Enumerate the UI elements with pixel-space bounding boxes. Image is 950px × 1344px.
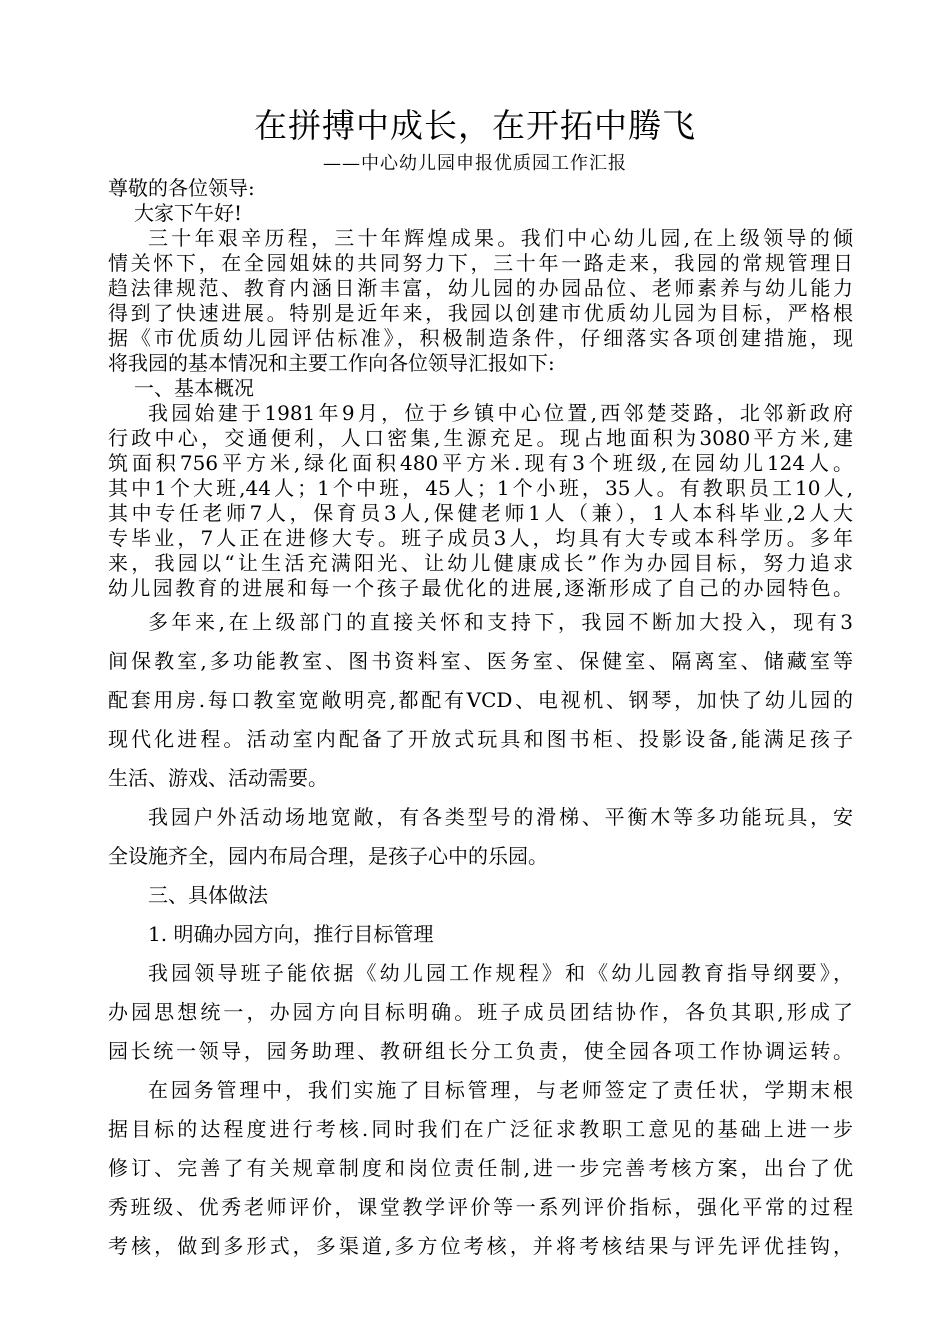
text-line: 据《市优质幼儿园评估标准》，积极制造条件，仔细落实各项创建措施，现 (108, 326, 853, 350)
text-line: 行政中心，交通便利，人口密集,生源充足。现占地面积为3080平方米,建 (108, 426, 853, 450)
text-line: 我园领导班子能依据《幼儿园工作规程》和《幼儿园教育指导纲要》， (148, 961, 853, 985)
text-line: 筑面积756平方米,绿化面积480平方米.现有3个班级,在园幼儿124人。 (108, 451, 853, 475)
text-line: 幼儿园教育的进展和每一个孩子最优化的进展,逐渐形成了自己的办园特色。 (108, 576, 853, 600)
salutation: 尊敬的各位领导: (108, 176, 255, 200)
text-line: 办园思想统一，办园方向目标明确。班子成员团结协作，各负其职,形成了 (108, 1000, 853, 1024)
text-line: 全设施齐全，园内布局合理，是孩子心中的乐园。 (108, 844, 548, 868)
text-line: 配套用房.每口教室宽敞明亮,都配有VCD、电视机、钢琴，加快了幼儿园的 (108, 688, 853, 712)
document-subtitle: ——中心幼儿园申报优质园工作汇报 (323, 153, 627, 174)
text-line: 园长统一领导，园务助理、教研组长分工负责，使全园各项工作协调运转。 (108, 1039, 853, 1063)
text-line: 其中专任老师7人，保育员3人,保健老师1人（兼），1人本科毕业,2人大 (108, 501, 853, 525)
text-line: 修订、完善了有关规章制度和岗位责任制,进一步完善考核方案，出台了优 (108, 1156, 853, 1180)
text-line: 其中1个大班,44人；1个中班，45人；1个小班，35人。有教职员工10人, (108, 476, 853, 500)
text-line: 我园户外活动场地宽敞，有各类型号的滑梯、平衡木等多功能玩具，安 (148, 805, 853, 829)
text-line: 生活、游戏、活动需要。 (108, 766, 328, 790)
text-line: 据目标的达程度进行考核.同时我们在广泛征求教职工意见的基础上进一步 (108, 1117, 853, 1141)
greeting: 大家下午好! (134, 201, 243, 225)
text-line: 现代化进程。活动室内配备了开放式玩具和图书柜、投影设备,能满足孩子 (108, 727, 853, 751)
text-line: 我园始建于1981年9月，位于乡镇中心位置,西邻楚茭路，北邻新政府 (148, 401, 853, 425)
text-line: 将我园的基本情况和主要工作向各位领导汇报如下: (108, 351, 555, 375)
subsection-heading: 1. 明确办园方向，推行目标管理 (148, 922, 434, 946)
text-line: 专毕业，7人正在进修大专。班子成员3人，均具有大专或本科学历。多年 (108, 526, 853, 550)
text-line: 得到了快速进展。特别是近年来，我园以创建市优质幼儿园为目标，严格根 (108, 301, 853, 325)
section-heading: 一、基本概况 (134, 376, 254, 400)
text-line: 间保教室,多功能教室、图书资料室、医务室、保健室、隔离室、储藏室等 (108, 649, 853, 673)
text-line: 情关怀下，在全园姐妹的共同努力下，三十年一路走来，我园的常规管理日 (108, 251, 853, 275)
text-line: 在园务管理中，我们实施了目标管理，与老师签定了责任状，学期末根 (148, 1078, 853, 1102)
text-line: 考核，做到多形式，多渠道,多方位考核，并将考核结果与评先评优挂钩， (108, 1234, 853, 1258)
text-line: 三十年艰辛历程，三十年辉煌成果。我们中心幼儿园,在上级领导的倾 (148, 226, 853, 250)
section-heading: 三、具体做法 (148, 883, 268, 907)
text-line: 秀班级、优秀老师评价，课堂教学评价等一系列评价指标，强化平常的过程 (108, 1195, 853, 1219)
text-line: 来，我园以“让生活充满阳光、让幼儿健康成长”作为办园目标，努力追求 (108, 551, 853, 575)
text-line: 趋法律规范、教育内涵日渐丰富，幼儿园的办园品位、老师素养与幼儿能力 (108, 276, 853, 300)
document-title: 在拼搏中成长，在开拓中腾飞 (254, 106, 696, 145)
text-line: 多年来,在上级部门的直接关怀和支持下，我园不断加大投入，现有3 (148, 610, 853, 634)
